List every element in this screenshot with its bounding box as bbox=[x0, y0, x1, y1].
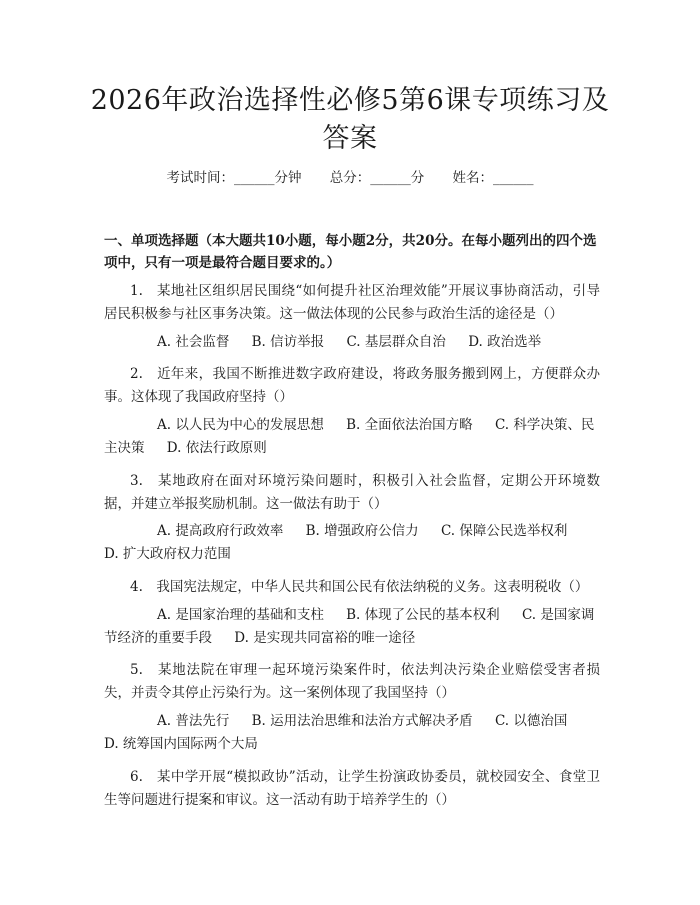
option-a: A. 是国家治理的基础和支柱 bbox=[157, 607, 324, 623]
option-d: D. 扩大政府权力范围 bbox=[104, 546, 231, 562]
option-a: A. 提高政府行政效率 bbox=[157, 523, 284, 539]
option-c: C. 基层群众自治 bbox=[346, 334, 446, 350]
option-d: D. 是实现共同富裕的唯一途径 bbox=[234, 630, 416, 646]
question-6-stem: 6. 某中学开展“模拟政协”活动，让学生扮演政协委员，就校园安全、食堂卫生等问题进行提案和审议。这一活动有助于培养学生的（） bbox=[104, 769, 600, 808]
question-1-stem: 1. 某地社区组织居民围绕“如何提升社区治理效能”开展议事协商活动，引导居民积极参与社区事务决策。这一做法体现的公民参与政治生活的途径是（） bbox=[104, 283, 600, 322]
option-d: D. 依法行政原则 bbox=[166, 440, 267, 456]
option-a: A. 社会监督 bbox=[157, 334, 230, 350]
question-2-stem: 2. 近年来，我国不断推进数字政府建设，将政务服务搬到网上，方便群众办事。这体现了我国政府坚持（） bbox=[104, 366, 600, 405]
question-4-options bbox=[104, 604, 600, 650]
option-b: B. 增强政府公信力 bbox=[305, 523, 419, 539]
exam-total-score: 总分：______分 bbox=[329, 170, 425, 186]
option-b: B. 体现了公民的基本权利 bbox=[346, 607, 500, 623]
question-4-stem: 4. 我国宪法规定，中华人民共和国公民有依法纳税的义务。这表明税收（） bbox=[130, 579, 589, 595]
option-b: B. 运用法治思维和法治方式解决矛盾 bbox=[251, 713, 473, 729]
option-c: C. 保障公民选举权利 bbox=[440, 523, 568, 539]
question-3-options bbox=[104, 520, 600, 566]
question-2-options bbox=[104, 414, 600, 460]
question-5-options bbox=[104, 710, 600, 756]
option-b: B. 全面依法治国方略 bbox=[346, 417, 473, 433]
option-c: C. 以德治国 bbox=[494, 713, 568, 729]
option-c: C. 科学决策、民主决策 bbox=[104, 417, 595, 456]
option-c: C. 是国家调节经济的重要手段 bbox=[104, 607, 595, 646]
question-1-options bbox=[104, 331, 600, 354]
option-b: B. 信访举报 bbox=[251, 334, 325, 350]
section-heading: 一、单项选择题（本大题共10小题，每小题2分，共20分。在每小题列出的四个选项中，只有一项是最符合题目要求的。） bbox=[104, 233, 597, 271]
option-a: A. 以人民为中心的发展思想 bbox=[157, 417, 324, 433]
option-d: D. 政治选举 bbox=[468, 334, 542, 350]
student-name: 姓名：______ bbox=[452, 170, 534, 186]
exam-time: 考试时间：______分钟 bbox=[166, 170, 302, 186]
option-d: D. 统筹国内国际两个大局 bbox=[104, 736, 258, 752]
exam-info bbox=[0, 168, 700, 188]
question-3-stem: 3. 某地政府在面对环境污染问题时，积极引入社会监督，定期公开环境数据，并建立举报奖励机制。这一做法有助于（） bbox=[104, 473, 600, 512]
option-a: A. 普法先行 bbox=[157, 713, 230, 729]
question-5-stem: 5. 某地法院在审理一起环境污染案件时，依法判决污染企业赔偿受害者损失，并责令其停止污染行为。这一案例体现了我国坚持（） bbox=[104, 662, 600, 701]
document-title: 2026年政治选择性必修5第6课专项练习及答案 bbox=[90, 85, 610, 154]
